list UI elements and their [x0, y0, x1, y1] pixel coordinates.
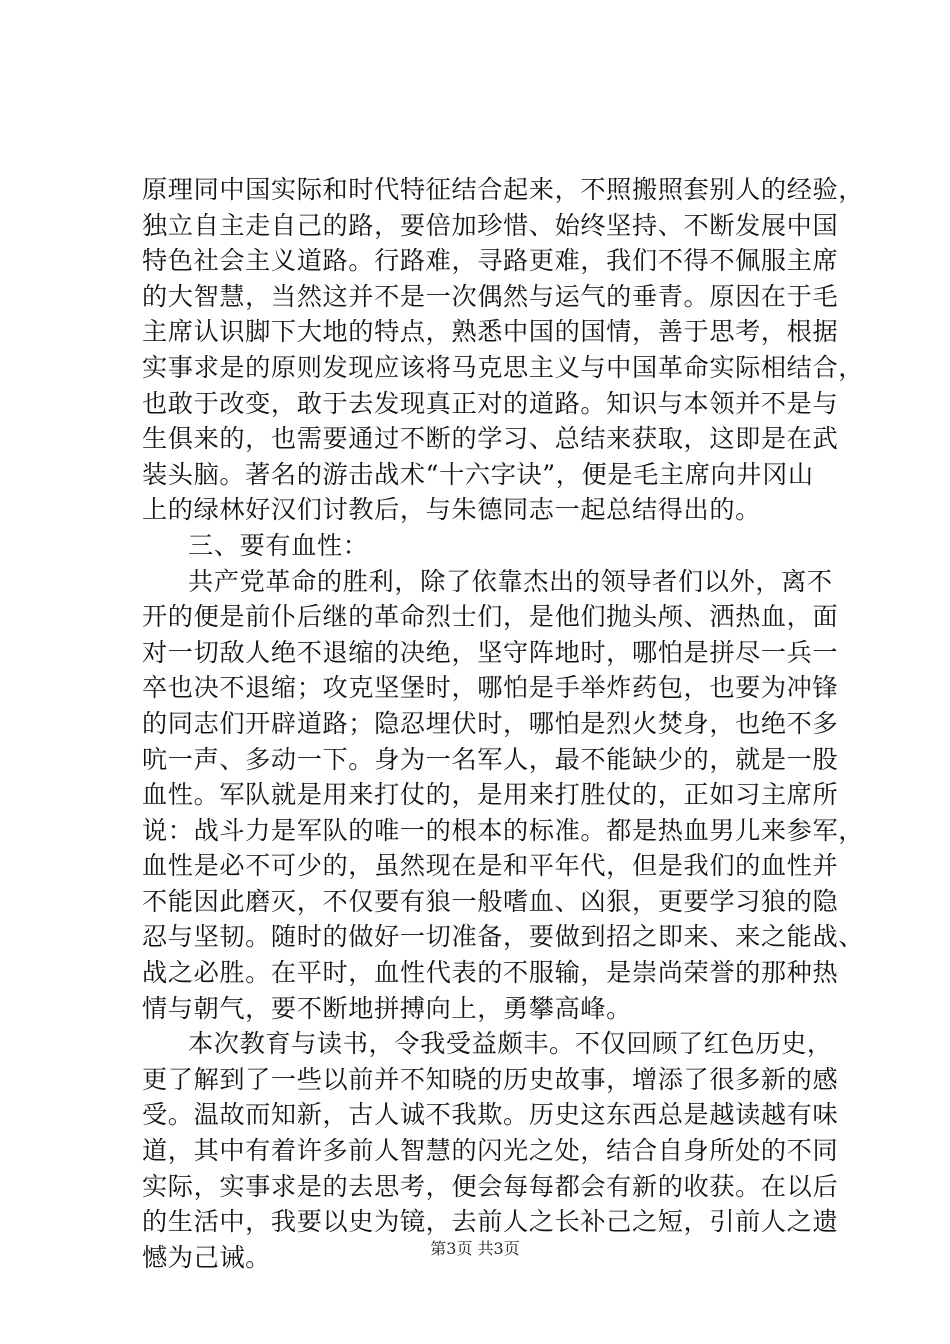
- page-number-footer: 第3页 共3页: [430, 1239, 520, 1258]
- text-line: 实际，实事求是的去思考，便会每每都会有新的收获。在以后: [142, 1171, 839, 1201]
- text-line: 战之必胜。在平时，血性代表的不服输，是崇尚荣誉的那种热: [142, 958, 839, 988]
- text-line: 忍与坚韧。随时的做好一切准备，要做到招之即来、来之能战、: [142, 922, 865, 952]
- text-line: 主席认识脚下大地的特点，熟悉中国的国情，善于思考，根据: [142, 317, 839, 347]
- text-line: 道，其中有着许多前人智慧的闪光之处，结合自身所处的不同: [142, 1136, 839, 1166]
- text-line: 情与朝气，要不断地拼搏向上，勇攀高峰。: [142, 993, 632, 1023]
- text-line: 血性是必不可少的，虽然现在是和平年代，但是我们的血性并: [142, 851, 839, 881]
- text-line: 独立自主走自己的路，要倍加珍惜、始终坚持、不断发展中国: [142, 210, 839, 240]
- document-body: [142, 172, 865, 1275]
- text-line: 特色社会主义道路。行路难，寻路更难，我们不得不佩服主席: [142, 246, 839, 276]
- text-line: 更了解到了一些以前并不知晓的历史故事，增添了很多新的感: [142, 1064, 839, 1094]
- text-line: 憾为己诫。: [142, 1242, 271, 1272]
- text-line: 也敢于改变，敢于去发现真正对的道路。知识与本领并不是与: [142, 388, 839, 418]
- text-line: 装头脑。著名的游击战术“十六字诀”，便是毛主席向井冈山: [142, 459, 814, 489]
- section-heading: 三、要有血性：: [188, 530, 369, 560]
- text-line: 原理同中国实际和时代特征结合起来，不照搬照套别人的经验，: [142, 175, 865, 204]
- text-line: 血性。军队就是用来打仗的，是用来打胜仗的，正如习主席所: [142, 780, 839, 810]
- text-line: 对一切敌人绝不退缩的决绝，坚守阵地时，哪怕是拼尽一兵一: [142, 637, 839, 667]
- text-line: 的大智慧，当然这并不是一次偶然与运气的垂青。原因在于毛: [142, 281, 839, 311]
- text-line: 的同志们开辟道路；隐忍埋伏时，哪怕是烈火焚身，也绝不多: [142, 708, 839, 738]
- text-line: 说：战斗力是军队的唯一的根本的标准。都是热血男儿来参军，: [142, 815, 865, 845]
- text-line: 上的绿林好汉们讨教后，与朱德同志一起总结得出的。: [142, 495, 761, 525]
- text-line: 受。温故而知新，古人诚不我欺。历史这东西总是越读越有味: [142, 1100, 839, 1130]
- text-line: 开的便是前仆后继的革命烈士们，是他们抛头颅、洒热血，面: [142, 602, 839, 632]
- paragraph-start-line: 本次教育与读书，令我受益颇丰。不仅回顾了红色历史，: [188, 1029, 833, 1059]
- text-line: 卒也决不退缩；攻克坚堡时，哪怕是手举炸药包，也要为冲锋: [142, 673, 839, 703]
- text-line: 吭一声、多动一下。身为一名军人，最不能缺少的，就是一股: [142, 744, 839, 774]
- text-line: 的生活中，我要以史为镜，去前人之长补己之短，引前人之遗: [142, 1207, 839, 1237]
- text-line: 实事求是的原则发现应该将马克思主义与中国革命实际相结合，: [142, 352, 865, 382]
- paragraph-start-line: 共产党革命的胜利，除了依靠杰出的领导者们以外，离不: [188, 566, 833, 596]
- text-line: 生俱来的，也需要通过不断的学习、总结来获取，这即是在武: [142, 424, 839, 454]
- text-line: 不能因此磨灭，不仅要有狼一般嗜血、凶狠，更要学习狼的隐: [142, 886, 839, 916]
